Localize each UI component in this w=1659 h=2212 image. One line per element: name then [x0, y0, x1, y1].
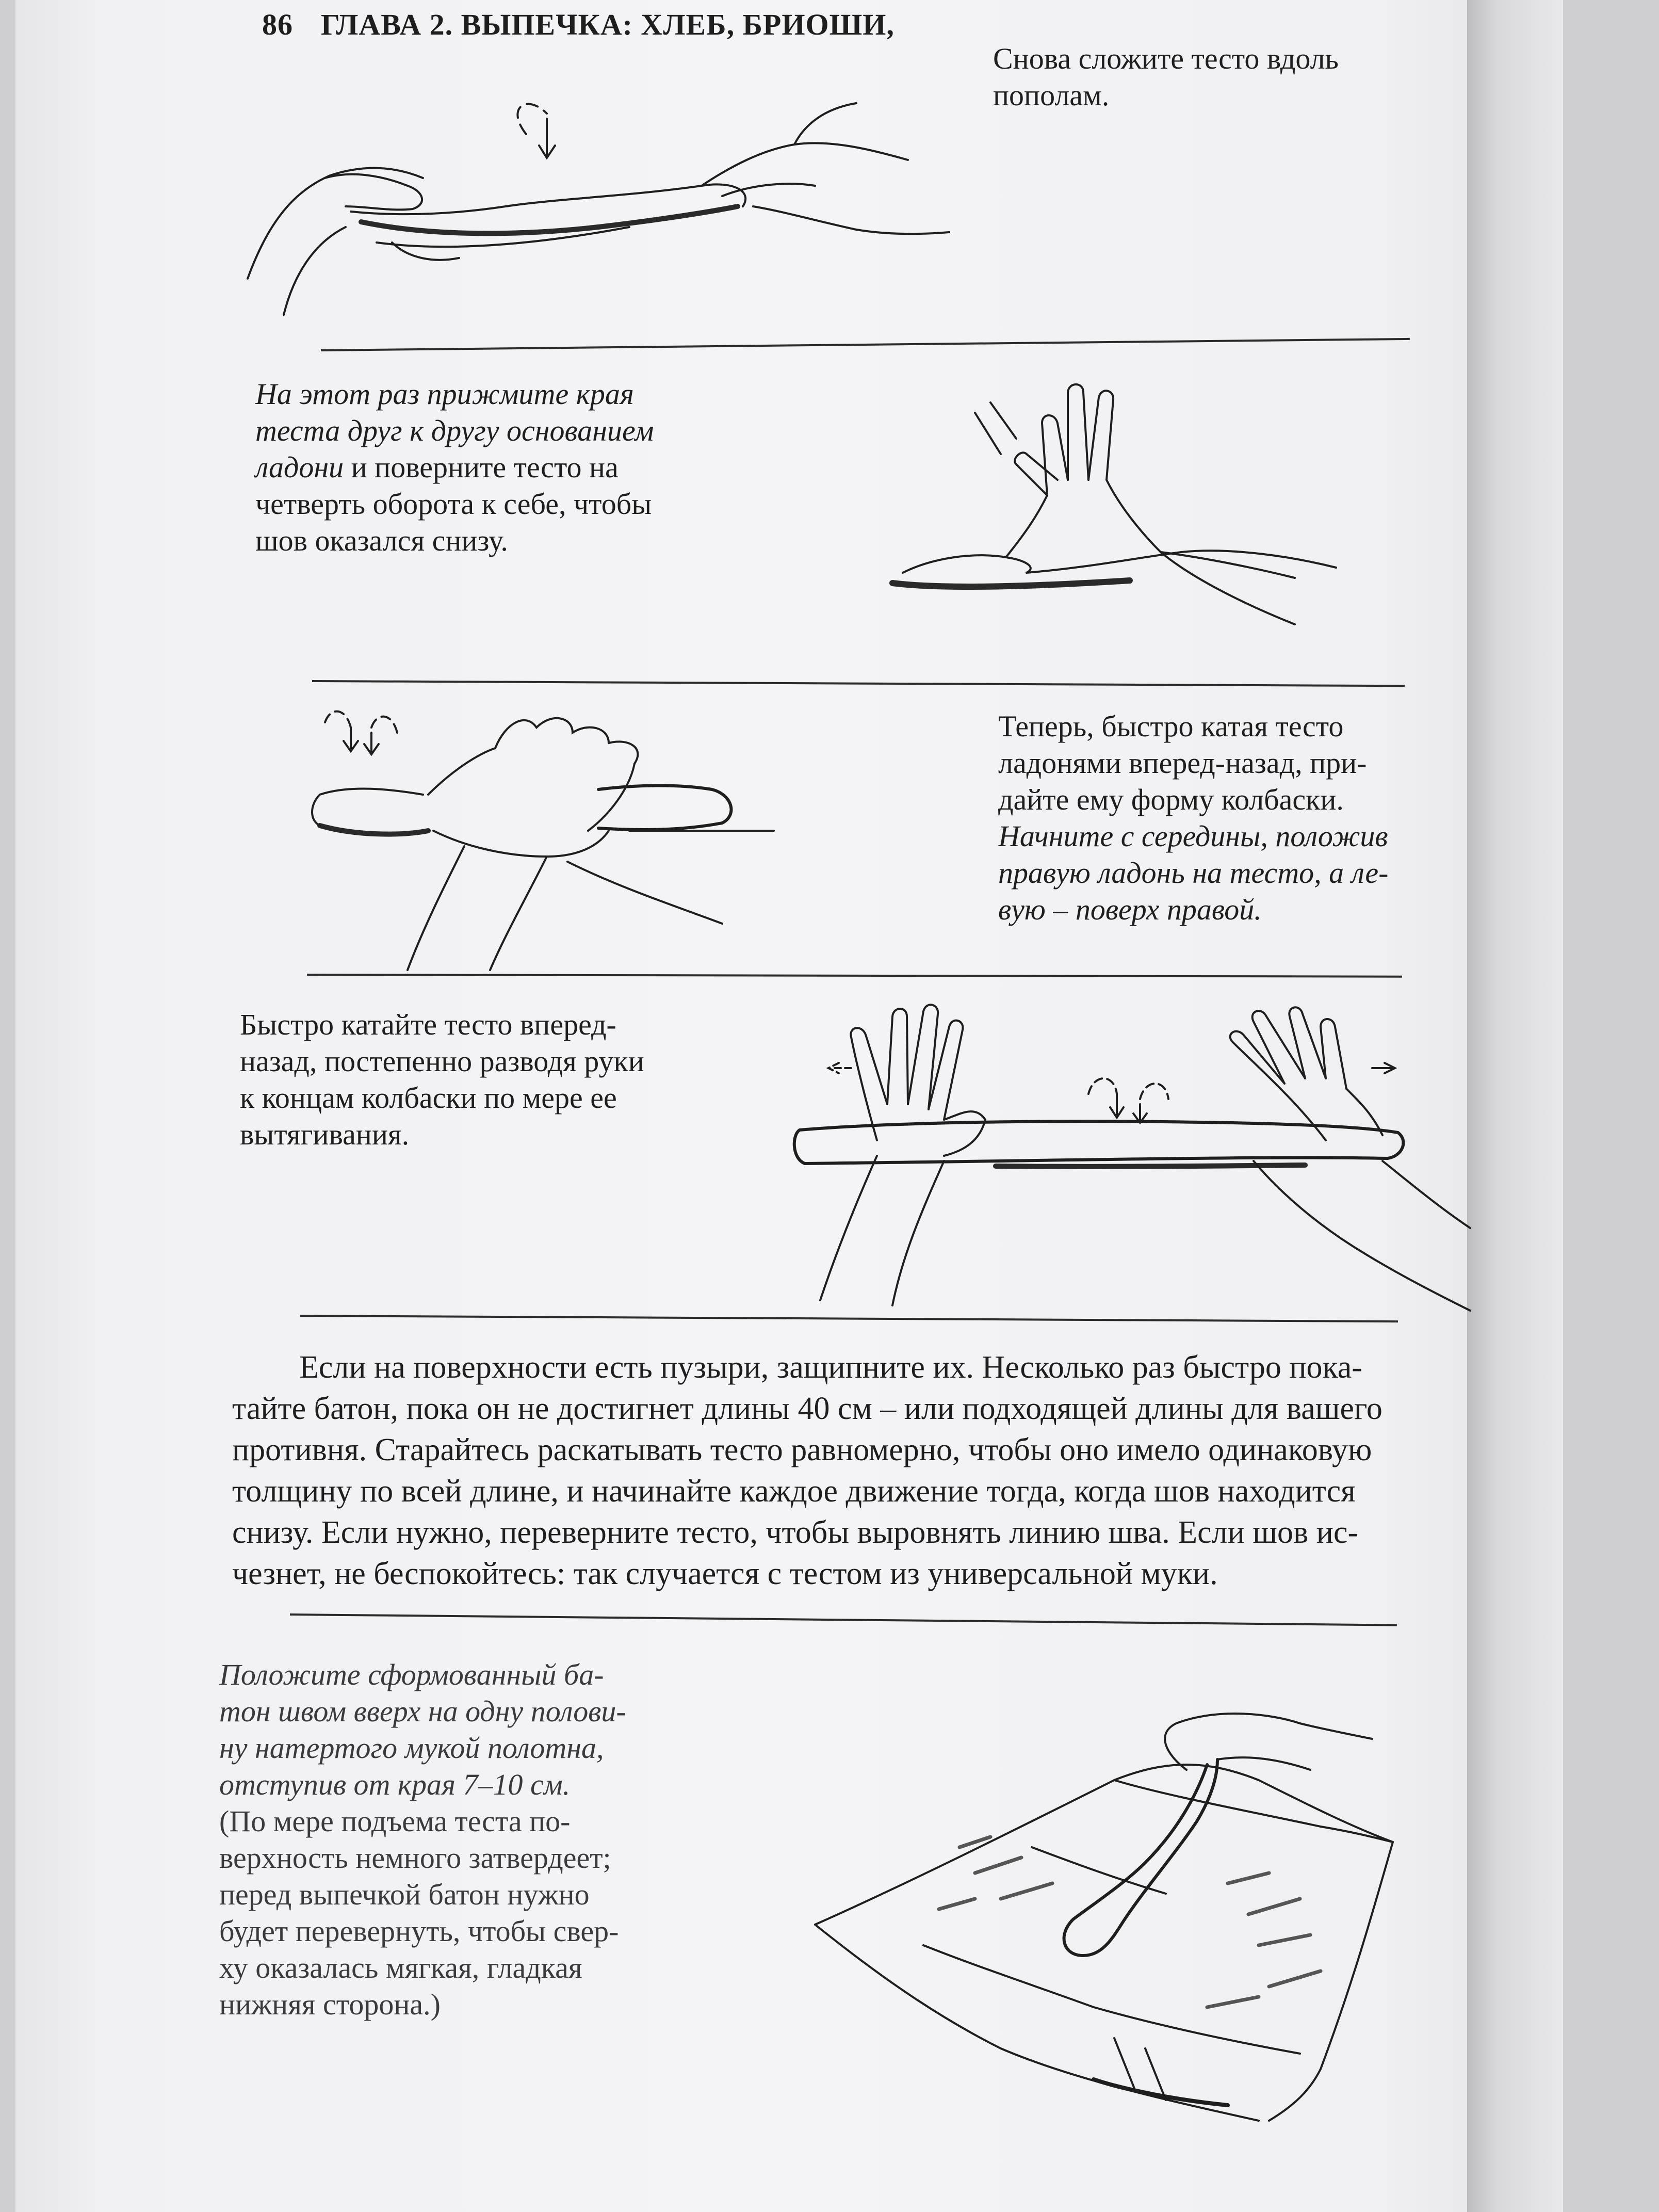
step-1-text — [993, 40, 1509, 114]
hands-folding-dough-icon — [237, 88, 970, 325]
step-3-text — [998, 708, 1524, 928]
step-2-text — [255, 376, 771, 559]
hand-pressing-seam-icon — [872, 361, 1398, 650]
step-5-line: ну натертого мукой полотна, — [219, 1731, 604, 1765]
step-4-line: назад, постепенно разводя руки — [240, 1044, 644, 1078]
step-4-line: Быстро катайте тесто вперед- — [240, 1008, 616, 1041]
step-1-line: Снова сложите тесто вдоль — [993, 42, 1339, 75]
paragraph-line: противня. Старайтесь раскатывать тесто равномерно, чтобы оно имело одинаковую — [232, 1432, 1372, 1467]
instruction-paragraph — [232, 1347, 1470, 1594]
step-4-line: вытягивания. — [240, 1118, 410, 1151]
step-5-line: будет перевернуть, чтобы свер- — [219, 1914, 619, 1948]
chapter-title: ГЛАВА 2. ВЫПЕЧКА: ХЛЕБ, БРИОШИ, — [321, 8, 894, 41]
running-header — [262, 7, 894, 42]
step-5-line: тон швом вверх на одну полови- — [219, 1694, 626, 1728]
step-3-line: ладонями вперед-назад, при- — [998, 746, 1367, 780]
stacked-hands-rolling-icon — [310, 691, 800, 980]
step-5-line: (По мере подъема теста по- — [219, 1804, 571, 1838]
divider — [300, 1315, 1398, 1322]
step-5-line: верхность немного затвердеет; — [219, 1841, 611, 1875]
step-5-line: нижняя сторона.) — [219, 1988, 441, 2021]
step-5-line: ху оказалась мягкая, гладкая — [219, 1951, 582, 1984]
divider — [290, 1613, 1397, 1626]
paragraph-line: Если на поверхности есть пузыри, защипните их. Несколько раз быстро пока- — [299, 1350, 1362, 1385]
step-2-line: теста друг к другу основанием — [255, 414, 654, 447]
page-number: 86 — [262, 8, 293, 41]
step-2-line: ладони — [255, 450, 344, 484]
step-5-line: отступив от края 7–10 см. — [219, 1768, 571, 1801]
step-3-line: вую – поверх правой. — [998, 893, 1262, 926]
divider — [321, 338, 1410, 351]
step-5-line: Положите сформованный ба- — [219, 1658, 604, 1691]
step-3-line: дайте ему форму колбаски. — [998, 783, 1344, 816]
step-2-line: шов оказался снизу. — [255, 524, 508, 557]
divider — [312, 680, 1405, 687]
step-5-text — [219, 1656, 735, 2023]
step-4-text — [240, 1006, 756, 1153]
paragraph-line: снизу. Если нужно, переверните тесто, чтобы выровнять линию шва. Если шов ис- — [232, 1515, 1359, 1550]
hands-spreading-roll-icon — [789, 986, 1481, 1316]
step-2-line: и поверните тесто на — [344, 450, 619, 484]
paragraph-line: чезнет, не беспокойтесь: так случается с тестом из универсальной муки. — [232, 1556, 1218, 1591]
loaf-on-floured-cloth-icon — [805, 1677, 1455, 2141]
step-3-line: правую ладонь на тесто, а ле- — [998, 856, 1389, 890]
step-1-line: пополам. — [993, 78, 1110, 112]
step-4-line: к концам колбаски по мере ее — [240, 1081, 617, 1115]
page-edge — [1467, 0, 1563, 2212]
book-page — [15, 0, 1563, 2212]
step-3-line: Теперь, быстро катая тесто — [998, 709, 1344, 743]
step-5-line: перед выпечкой батон нужно — [219, 1878, 590, 1911]
paragraph-line: тайте батон, пока он не достигнет длины 40 см – или подходящей длины для вашего — [232, 1391, 1382, 1426]
step-2-line: На этот раз прижмите края — [255, 377, 634, 411]
step-2-line: четверть оборота к себе, чтобы — [255, 487, 652, 521]
paragraph-line: толщину по всей длине, и начинайте каждое движение тогда, когда шов находится — [232, 1474, 1356, 1509]
step-3-line: Начните с середины, положив — [998, 819, 1388, 853]
